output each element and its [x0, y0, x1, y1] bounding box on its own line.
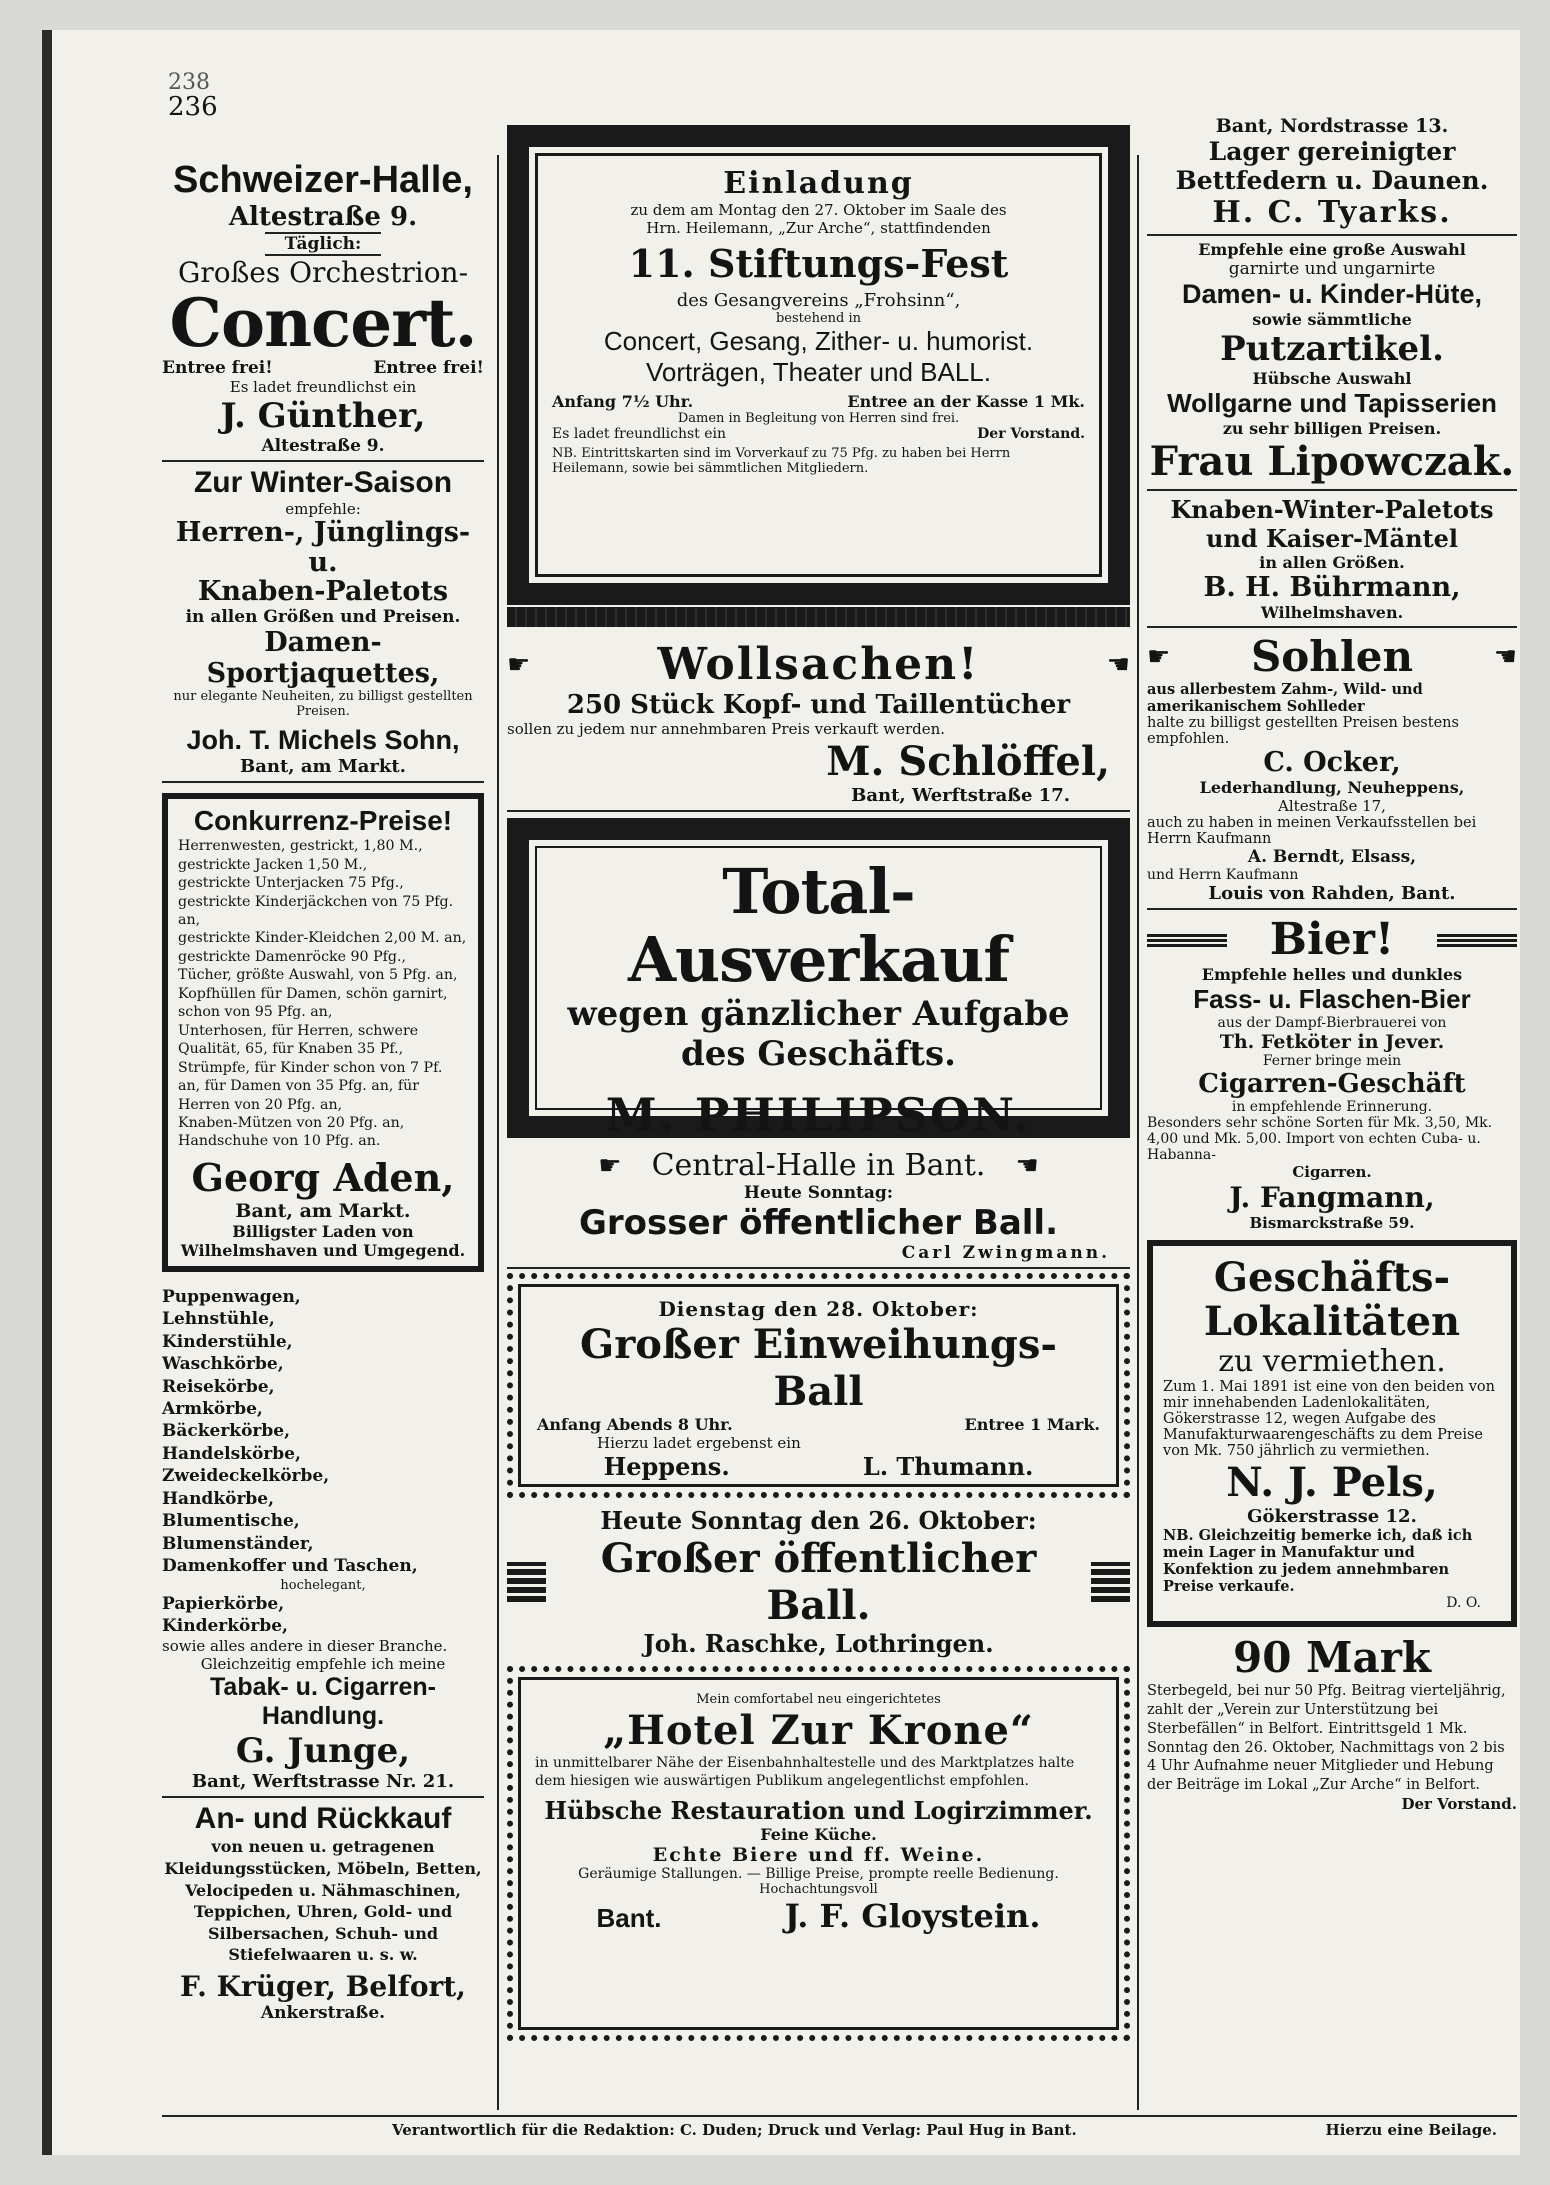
ad-line: sowie alles andere in dieser Branche. [162, 1637, 448, 1656]
ad-fest: 11. Stiftungs-Fest [628, 241, 1009, 286]
ad-address: Bant, Nordstrasse 13. [1215, 115, 1449, 137]
ad-line: Ferner bringe mein [1262, 1053, 1402, 1069]
ad-title: „Hotel Zur Krone“ [603, 1707, 1034, 1754]
ad-buehrmann [1147, 495, 1517, 622]
ad-line: Hübsche Auswahl [1252, 369, 1412, 388]
ad-vorstand: Der Vorstand. [977, 426, 1085, 443]
divider [1147, 908, 1517, 910]
ad-entree: Entree frei! [162, 358, 273, 379]
ad-line: aus allerbestem Zahm-, Wild- und amerikanischem Sohlleder [1147, 681, 1423, 715]
ad-name: L. Thumann. [862, 1452, 1034, 1481]
price-item: Kopfhüllen für Damen, schön garnirt, schon von 95 Pfg. an, [178, 985, 448, 1021]
ad-line: Cigarren. [1292, 1163, 1372, 1181]
ad-place: Bant, am Markt. [235, 1199, 411, 1222]
ad-line: aus der Dampf-Bierbrauerei von [1217, 1015, 1447, 1031]
ornament-bar [507, 607, 1130, 627]
product-item: Blumenständer, [162, 1533, 314, 1554]
ad-address: Altestraße 9. [228, 201, 418, 232]
ad-line: Empfehle eine große Auswahl [1198, 240, 1466, 259]
ad-address: Ankerstraße. [260, 2002, 386, 2023]
divider [1147, 489, 1517, 491]
price-item: Herrenwesten, gestrickt, 1,80 M., [178, 838, 423, 855]
ad-name: Frau Lipowczak. [1149, 438, 1515, 485]
ad-signature: D. O. [1446, 1595, 1481, 1611]
ad-line: Großes Orchestrion- [177, 255, 469, 289]
divider [1147, 626, 1517, 628]
ad-krueger [162, 1802, 484, 2023]
ad-line: Louis von Rahden, Bant. [1208, 883, 1456, 904]
price-item: Unterhosen, für Herren, schwere Qualität, 65, für Knaben 35 Pf., [178, 1022, 419, 1058]
ad-tyarks [1147, 115, 1517, 230]
ad-name: Carl Zwingmann. [901, 1243, 1110, 1263]
ad-lipowczak [1147, 240, 1517, 485]
product-item: Kinderkörbe, [162, 1615, 288, 1636]
ad-ball: Grosser öffentlicher Ball. [578, 1203, 1058, 1243]
ad-title: Lokalitäten [1203, 1298, 1461, 1345]
ad-name: B. H. Bührmann, [1203, 572, 1461, 603]
ad-title: Geschäfts- [1213, 1254, 1451, 1301]
product-item: Reisekörbe, [162, 1376, 275, 1397]
ad-schweizer-halle [162, 160, 484, 456]
pointing-hand-icon: ☚ [1015, 1150, 1039, 1181]
ad-title: zu vermiethen. [1218, 1344, 1446, 1379]
ad-raschke [507, 1506, 1130, 1658]
ad-entree: Entree an der Kasse 1 Mk. [847, 392, 1085, 412]
ad-line: Empfehle helles und dunkles [1201, 965, 1463, 984]
ad-line: halte zu billigst gestellten Preisen bestens empfohlen. [1147, 715, 1459, 747]
ad-georg-aden [162, 793, 484, 1272]
product-item: Kinderstühle, [162, 1331, 293, 1352]
ad-junge [162, 1286, 484, 1793]
ad-title: Großer Einweihungs-Ball [580, 1321, 1057, 1415]
ad-line: Mein comfortabel neu eingerichtetes [696, 1692, 941, 1707]
product-item: Waschkörbe, [162, 1354, 284, 1375]
product-list [162, 1593, 484, 1638]
divider [162, 1796, 484, 1798]
ad-anfang: Anfang Abends 8 Uhr. [537, 1415, 733, 1434]
footer [162, 2115, 1517, 2139]
divider [162, 781, 484, 783]
ad-signature: Der Vorstand. [1401, 1795, 1517, 1814]
column-divider-right [1137, 155, 1139, 2110]
product-list [162, 1286, 484, 1578]
ad-date: Dienstag den 28. Oktober: [658, 1297, 979, 1321]
middle-column [507, 125, 1130, 2041]
page-number-pencil: 238 [168, 70, 210, 95]
ad-line: Lager gereinigter [1208, 137, 1456, 166]
ad-fangmann [1147, 914, 1517, 1232]
ad-line: Bettfedern u. Daunen. [1175, 166, 1489, 195]
product-item: Blumentische, [162, 1511, 300, 1532]
price-item: Tücher, größte Auswahl, von 5 Pfg. an, [178, 967, 458, 984]
ad-line: Hrn. Heilemann, „Zur Arche“, stattfindenden [646, 219, 991, 237]
ad-einladung [507, 125, 1130, 605]
ad-title: An- und Rückkauf [194, 1802, 452, 1836]
ad-address: Bant, Werftstraße 17. [851, 785, 1070, 806]
left-column [162, 160, 484, 2023]
ad-line: in allen Größen. [1259, 553, 1405, 572]
ad-name: J. Günther, [220, 396, 426, 437]
ad-line: Hochachtungsvoll [759, 1882, 878, 1898]
ad-title: Wollsachen! [657, 639, 980, 690]
ad-name: Joh. Raschke, Lothringen. [643, 1629, 994, 1658]
ad-title: Schweizer-Halle, [173, 159, 473, 201]
ad-line: Damen-Sportjaquettes, [206, 627, 440, 690]
product-item: Zweideckelkörbe, [162, 1466, 330, 1487]
ad-line: Lederhandlung, Neuheppens, [1199, 778, 1465, 797]
ad-line: bestehend in [775, 311, 862, 326]
ad-line: 250 Stück Kopf- und Taillentücher [566, 690, 1071, 720]
price-item: gestrickte Damenröcke 90 Pfg., [178, 948, 406, 965]
ad-title: 90 Mark [1232, 1633, 1431, 1682]
ad-title: Central-Halle in Bant. [651, 1148, 986, 1183]
price-item: gestrickte Kinderjäckchen von 75 Pfg. an, [178, 893, 454, 928]
ad-title: Total-Ausverkauf [627, 855, 1010, 997]
ad-line: Echte Biere und ff. Weine. [652, 1844, 985, 1867]
ad-anfang: Anfang 7½ Uhr. [552, 392, 694, 412]
pointing-hand-icon: ☚ [1106, 649, 1130, 680]
divider [162, 460, 484, 462]
ad-entree: Entree 1 Mark. [964, 1415, 1100, 1434]
ad-line: in empfehlende Erinnerung. [1231, 1099, 1433, 1115]
ad-line: Hübsche Restauration und Logirzimmer. [544, 1796, 1093, 1826]
ad-date: Heute Sonntag den 26. Oktober: [600, 1506, 1037, 1535]
ad-name: N. J. Pels, [1226, 1459, 1438, 1506]
ad-line: Knaben-Paletots [197, 576, 449, 608]
ad-invite: Es ladet freundlichst ein [229, 378, 417, 397]
ad-ocker [1147, 632, 1517, 904]
ad-text: von neuen u. getragenen Kleidungsstücken, Möbeln, Betten, Velocipeden u. Nähmaschinen, Teppichen, Uhren, Gold- und Silbersachen, Schuh- und Stiefelwaaren u. s. w. [164, 1837, 482, 1965]
ad-title: Großer öffentlicher Ball. [600, 1535, 1037, 1629]
page-number: 236 [168, 92, 218, 122]
ornament-icon [1437, 933, 1517, 947]
ad-name: J. F. Gloystein. [784, 1897, 1041, 1936]
right-column [1147, 115, 1517, 1813]
ad-line: Heute Sonntag: [743, 1183, 894, 1203]
ad-line: des Geschäfts. [681, 1034, 956, 1075]
ad-line: Concert, Gesang, Zither- u. humorist. [603, 326, 1034, 356]
ad-name: G. Junge, [235, 1731, 411, 1772]
ad-line: hochelegant, [280, 1577, 366, 1593]
ad-title: Zur Winter-Saison [193, 466, 453, 500]
pointing-hand-icon: ☛ [507, 649, 531, 680]
product-item: Papierkörbe, [162, 1593, 285, 1614]
ad-line: garnirte und ungarnirte [1228, 259, 1436, 279]
ad-line: Damen- u. Kinder-Hüte, [1181, 279, 1483, 309]
ad-name: Joh. T. Michels Sohn, [186, 725, 460, 756]
product-item: Damenkoffer und Taschen, [162, 1556, 418, 1577]
ad-michels [162, 466, 484, 777]
newspaper-page [42, 30, 1520, 2155]
ad-line: nur elegante Neuheiten, zu billigst gestellten Preisen. [173, 689, 473, 720]
ornament-icon [507, 1562, 546, 1602]
ad-line: Besonders sehr schöne Sorten für Mk. 3,50, Mk. 4,00 und Mk. 5,00. Import von echten Cuba- u. Habanna- [1147, 1115, 1493, 1163]
ad-address: Bismarckstraße 59. [1249, 1214, 1415, 1232]
divider [1147, 234, 1517, 236]
ad-line: des Gesangvereins „Frohsinn“, [676, 290, 961, 311]
ad-name: C. Ocker, [1263, 747, 1401, 778]
product-item: Armkörbe, [162, 1399, 263, 1420]
ad-place: Wilhelmshaven. [1260, 603, 1404, 622]
ad-title: Bier! [1269, 914, 1395, 965]
ornament-icon [1091, 1562, 1130, 1602]
ad-title: Einladung [723, 166, 914, 201]
pointing-hand-icon: ☛ [598, 1150, 622, 1181]
ad-address: Gökerstrasse 12. [1247, 1506, 1417, 1527]
ad-title: Conkurrenz-Preise! [193, 805, 453, 837]
ad-title: Sohlen [1250, 632, 1414, 681]
ad-invite: Es ladet freundlichst ein [552, 426, 727, 443]
ad-line: sowie sämmtliche [1252, 310, 1412, 329]
ad-thumann [507, 1273, 1130, 1498]
divider [507, 810, 1130, 812]
ad-pels [1147, 1240, 1517, 1627]
product-item: Bäckerkörbe, [162, 1421, 290, 1442]
ad-line: Geräumige Stallungen. — Billige Preise, prompte reelle Bedienung. [578, 1866, 1059, 1883]
price-item: Knaben-Mützen von 20 Pfg. an, [178, 1114, 405, 1131]
ad-line: Feine Küche. [760, 1825, 877, 1845]
ad-line: empfehle: [285, 500, 361, 519]
divider [507, 1267, 1130, 1269]
ad-invite: Hierzu ladet ergebenst ein [597, 1434, 801, 1452]
ad-line: Th. Fetköter in Jever. [1219, 1031, 1445, 1053]
pointing-hand-icon: ☛ [1147, 641, 1171, 672]
ad-name: F. Krüger, Belfort, [180, 1969, 466, 2003]
ad-line: Herren-, Jünglings- u. [175, 517, 471, 578]
ad-place: Bant, am Markt. [240, 756, 406, 778]
ad-line: und Kaiser-Mäntel [1206, 524, 1458, 553]
price-item: gestrickte Kinder-Kleidchen 2,00 M. an, [178, 930, 467, 947]
ad-line: Cigarren-Geschäft [1198, 1069, 1466, 1099]
ad-line: in unmittelbarer Nähe der Eisenbahnhaltestelle und des Marktplatzes halte dem hiesigen wie auswärtigen Publikum angelegentlichst empfohlen. [535, 1755, 1075, 1790]
ornament-icon [1147, 933, 1227, 947]
ad-note: Billigster Laden von Wilhelmshaven und Umgegend. [180, 1221, 466, 1260]
ad-line: auch zu haben in meinen Verkaufsstellen bei Herrn Kaufmann [1147, 815, 1477, 847]
ad-line: Altestraße 17, [1278, 797, 1386, 815]
ad-place: Bant. [596, 1903, 662, 1934]
footer-imprint: Verantwortlich für die Redaktion: C. Duden; Druck und Verlag: Paul Hug in Bant. [392, 2121, 1077, 2139]
ad-line: A. Berndt, Elsass, [1247, 847, 1417, 867]
ad-line: zu sehr billigen Preisen. [1222, 419, 1442, 438]
ad-place: Heppens. [603, 1452, 730, 1481]
product-item: Handelskörbe, [162, 1443, 301, 1464]
ad-name: H. C. Tyarks. [1212, 195, 1452, 230]
ad-name: J. Fangmann, [1229, 1181, 1435, 1214]
product-item: Handkörbe, [162, 1488, 275, 1509]
ad-central-halle [507, 1148, 1130, 1263]
product-item: Lehnstühle, [162, 1309, 275, 1330]
ad-line: in allen Größen und Preisen. [185, 607, 461, 628]
ad-address: Altestraße 9. [261, 436, 385, 457]
ad-daily: Täglich: [265, 232, 382, 256]
ad-line: sollen zu jedem nur annehmbaren Preis verkauft werden. [507, 720, 946, 738]
ad-entree: Entree frei! [373, 358, 484, 379]
column-divider-left [497, 155, 499, 2110]
ad-name: M. PHILIPSON. [605, 1088, 1032, 1143]
ad-address: Bant, Werftstrasse Nr. 21. [191, 1771, 455, 1793]
ad-line: wegen gänzlicher Aufgabe [567, 994, 1070, 1035]
ad-line: Putzartikel. [1220, 329, 1444, 369]
price-item: gestrickte Jacken 1,50 M., [178, 856, 368, 873]
ad-line: Vorträgen, Theater und BALL. [646, 357, 991, 388]
ad-sterbegeld [1147, 1633, 1517, 1813]
price-list [178, 837, 468, 1151]
price-item: Strümpfe, für Kinder schon von 7 Pf. an, für Damen von 35 Pfg. an, für Herren von 20 Pfg. an, [178, 1059, 443, 1113]
ad-line: Fass- u. Flaschen-Bier [1193, 984, 1471, 1014]
footer-beilage: Hierzu eine Beilage. [1325, 2121, 1497, 2139]
product-item: Puppenwagen, [162, 1286, 301, 1307]
ad-name: Georg Aden, [191, 1154, 455, 1200]
ad-nb: NB. Eintrittskarten sind im Vorverkauf zu 75 Pfg. zu haben bei Herrn Heilemann, sowie bei sämmtlichen Mitgliedern. [552, 446, 1011, 477]
ad-concert: Concert. [169, 283, 477, 362]
ad-line: Wollgarne und Tapisserien [1167, 388, 1497, 418]
ad-shop: Tabak- u. Cigarren-Handlung. [210, 1673, 436, 1731]
ad-gloystein [507, 1666, 1130, 2041]
pointing-hand-icon: ☚ [1493, 641, 1517, 672]
ad-text: Sterbegeld, bei nur 50 Pfg. Beitrag vierteljährig, zahlt der „Verein zur Unterstützung bei Sterbefällen“ in Belfort. Eintrittsgeld 1 Mk. Sonntag den 26. Oktober, Nachmittags von 2 bis 4 Uhr Aufnahme neuer Mitglieder und Hebung der Beiträge im Lokal „Zur Arche“ in Belfort. [1147, 1683, 1506, 1794]
ad-line: Knaben-Winter-Paletots [1170, 495, 1494, 524]
ad-name: M. Schlöffel, [826, 738, 1110, 785]
price-item: Handschuhe von 10 Pfg. an. [178, 1133, 381, 1150]
price-item: gestrickte Unterjacken 75 Pfg., [178, 875, 404, 892]
ad-philipson [507, 818, 1130, 1143]
ad-line: zu dem am Montag den 27. Oktober im Saale des [630, 201, 1007, 219]
ad-line: und Herrn Kaufmann [1147, 867, 1299, 883]
ad-text: Zum 1. Mai 1891 ist eine von den beiden von mir innehabenden Ladenlokalitäten, Gökerstrasse 12, wegen Aufgabe des Manufakturwaarengeschäfts zu dem Preise von Mk. 750 jährlich zu vermiethen. [1163, 1379, 1495, 1459]
ad-line: Gleichzeitig empfehle ich meine [200, 1655, 446, 1674]
ad-nb: NB. Gleichzeitig bemerke ich, daß ich mein Lager in Manufaktur und Konfektion zu jedem annehmbaren Preise verkaufe. [1163, 1527, 1473, 1595]
ad-schloeffel [507, 639, 1130, 806]
ad-line: Damen in Begleitung von Herren sind frei. [677, 411, 960, 427]
